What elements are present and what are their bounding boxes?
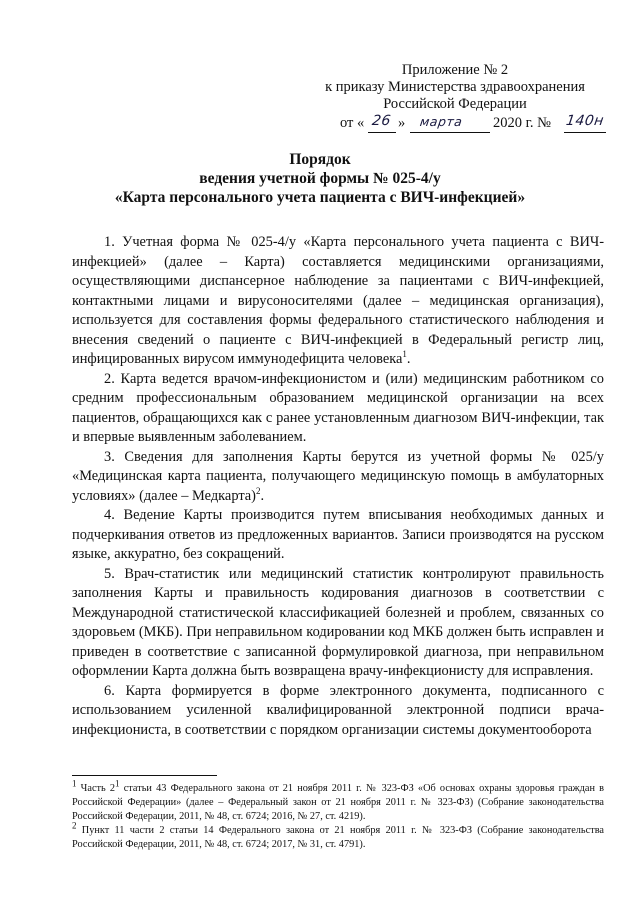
footnote-divider xyxy=(72,775,217,776)
order-number-handwritten: 140н xyxy=(564,113,605,129)
title-line-1: Порядок xyxy=(289,151,351,168)
paragraph-1: 1. Учетная форма № 025-4/у «Карта персонального учета пациента с ВИЧ-инфекцией» (далее – Карта) составляется медицинскими организациями, осуществляющими диспансерное наблюдение за пациентами с ВИЧ-инфекцией, контактными лицами и вирусоносителями (далее – медицинская организация), используется для составления формы федерального статистического наблюдения и внесения сведений о пациенте с ВИЧ-инфекцией в Федеральный регистр лиц, инфицированных вирусом иммунодефицита человека$^1$. xyxy=(72,234,604,367)
paragraph-2: 2. Карта ведется врачом-инфекционистом и (или) медицинским работником со средним профессиональным образованием медицинской организации на всех пациентов, обращающихся как с ранее установленным диагнозом ВИЧ-инфекции, так и впервые выявленным заболеванием. xyxy=(72,370,604,445)
day-underline xyxy=(368,132,396,133)
appendix-header xyxy=(300,62,610,113)
appendix-order-ref: к приказу Министерства здравоохранения xyxy=(325,79,585,95)
title-line-2: ведения учетной формы № 025-4/у xyxy=(199,170,441,187)
document-body xyxy=(72,233,604,740)
paragraph-4: 4. Ведение Карты производится путем вписывания необходимых данных и подчеркивания ответов из предложенных вариантов. Записи производятся на русском языке, аккуратно, без сокращений. xyxy=(72,507,604,562)
document-title xyxy=(60,150,580,207)
order-day-handwritten: 26 xyxy=(370,113,392,129)
order-year: 2020 г. № xyxy=(493,115,552,131)
footnote-1: $^1$ Часть $2^1$ статьи 43 Федерального закона от 21 ноября 2011 г. № 323-ФЗ «Об основах охраны здоровья граждан в Российской Федерации» (далее – Федеральный закон от 21 ноября 2011 г. № 323-ФЗ) (Собрание законодательства Российской Федерации, 2011, № 48, ст. 6724; 2016, № 27, ст. 4219). xyxy=(72,778,604,822)
footnote-2: $^2$ Пункт 11 части 2 статьи 14 Федерального закона от 21 ноября 2011 г. № 323-ФЗ (Собрание законодательства Российской Федерации, 2011, № 48, ст. 6724; 2017, № 31, ст. 4791). xyxy=(72,820,604,850)
paragraph-3: 3. Сведения для заполнения Карты берутся из учетной формы № 025/у «Медицинская карта пациента, получающего медицинскую помощь в амбулаторных условиях» (далее – Медкарта)$^2$. xyxy=(72,448,604,504)
appendix-federation: Российской Федерации xyxy=(383,96,527,112)
number-underline xyxy=(564,132,606,133)
order-date-line xyxy=(340,115,610,135)
appendix-number: Приложение № 2 xyxy=(401,62,509,78)
title-line-3: «Карта персонального учета пациента с ВИЧ-инфекцией» xyxy=(114,189,526,206)
paragraph-6: 6. Карта формируется в форме электронного документа, подписанного с использованием усиленной квалифицированной электронной подписи врача-инфекциониста, в соответствии с порядком организации системы документооборота xyxy=(72,682,604,738)
month-underline xyxy=(410,132,490,133)
order-month-handwritten: марта xyxy=(418,114,464,129)
footnotes xyxy=(72,778,604,852)
footnote-ref-2: 2 xyxy=(255,485,261,496)
footnote-ref-1: 1 xyxy=(402,349,407,360)
order-from: от « xyxy=(340,115,365,131)
order-quote-close: » xyxy=(398,115,406,131)
paragraph-5: 5. Врач-статистик или медицинский статистик контролируют правильность заполнения Карты и правильность кодирования диагнозов в соответствии с Международной статистической классификацией болезней и проблем, связанных со здоровьем (МКБ). При неправильном кодировании код МКБ должен быть исправлен и приведен в соответствие с записанной формулировкой диагноза, при неправильном оформлении Карта должна быть возвращена врачу-инфекционисту для исправления. xyxy=(72,565,604,679)
